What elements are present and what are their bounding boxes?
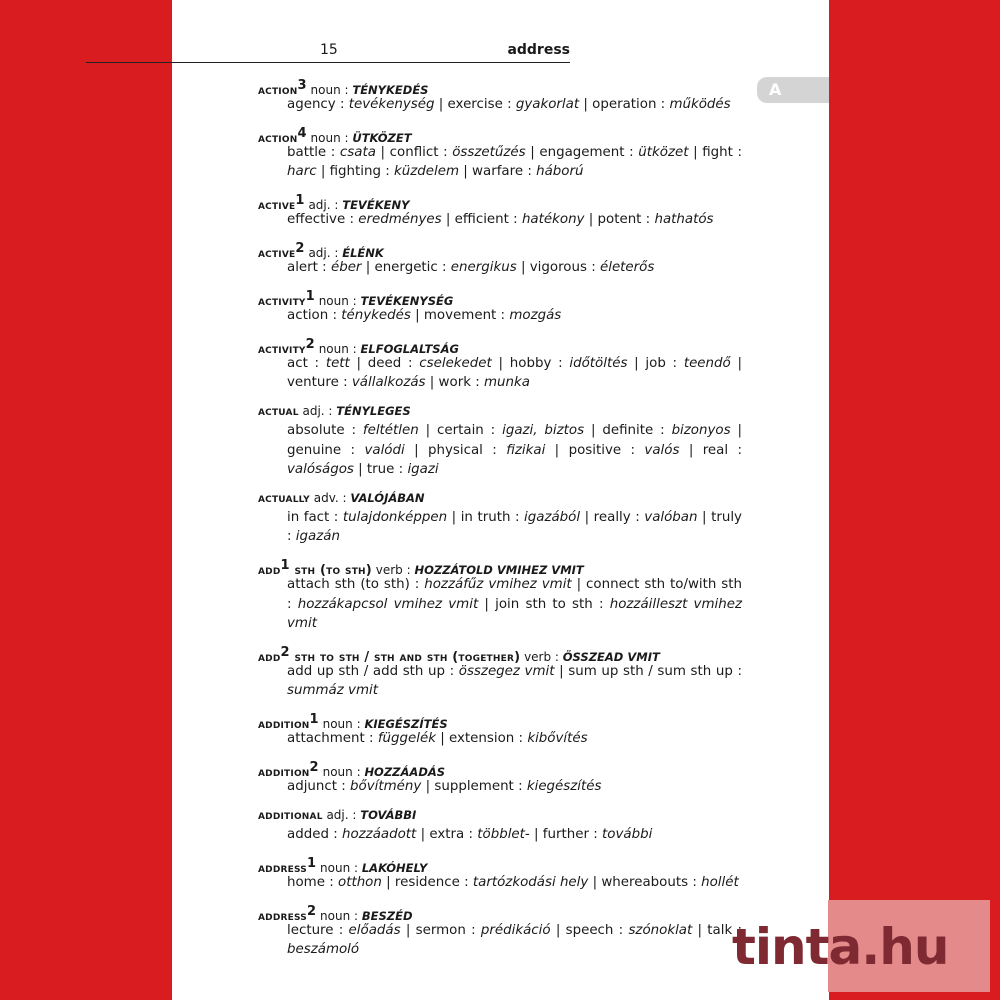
synonym-list: agency : tevékenység | exercise : gyakorlat | operation : működés xyxy=(287,97,731,112)
synonym-list: home : otthon | residence : tartózkodási hely | whereabouts : hollét xyxy=(287,875,739,891)
dictionary-entry xyxy=(258,335,742,393)
part-of-speech: noun : xyxy=(316,908,362,923)
sense-number: 1 xyxy=(295,193,305,209)
dictionary-entry xyxy=(258,854,742,892)
synonym-list: in fact : tulajdonképpen | in truth : igazából | really : valóban | truly : igazán xyxy=(287,509,742,545)
headword: add xyxy=(258,650,281,665)
dictionary-entry xyxy=(258,643,742,701)
part-of-speech: noun : xyxy=(314,294,361,309)
entry-headline xyxy=(258,489,742,508)
entry-headline xyxy=(258,287,742,310)
part-of-speech: adj. : xyxy=(304,246,343,261)
dictionary-entry xyxy=(258,239,742,277)
dictionary-entry xyxy=(258,76,742,114)
headword: active xyxy=(258,198,296,214)
watermark-logo xyxy=(732,900,990,992)
translation: TÉNYLEGES xyxy=(336,404,411,419)
translation: VALÓJÁBAN xyxy=(350,490,425,505)
headword: address xyxy=(258,908,307,924)
sense-number: 2 xyxy=(309,760,319,776)
headword-phrase: sth to sth / sth and sth (together) xyxy=(289,650,521,665)
sense-number: 2 xyxy=(295,241,305,257)
entry-headline xyxy=(258,124,742,146)
translation: TOVÁBBI xyxy=(360,808,417,823)
synonym-list: absolute : feltétlen | certain : igazi, biztos | definite : bizonyos | genuine : valódi | physical : fizikai | positive : valós | real : valóságos | true : igazi xyxy=(287,423,743,478)
dictionary-entry xyxy=(258,758,742,796)
headword-phrase: sth (to sth) xyxy=(289,563,372,579)
dictionary-entry xyxy=(258,287,742,325)
entry-headline xyxy=(258,902,742,924)
headword: actual xyxy=(258,404,299,420)
entry-headline xyxy=(258,402,742,421)
part-of-speech: adj. : xyxy=(322,808,361,823)
part-of-speech: noun : xyxy=(306,130,353,145)
headword: add xyxy=(258,563,281,579)
synonym-list: alert : éber | energetic : energikus | vigorous : életerős xyxy=(287,260,655,276)
guide-word: address xyxy=(507,42,570,58)
sense-number: 3 xyxy=(297,78,307,93)
translation: TÉNYKEDÉS xyxy=(352,83,429,97)
synonym-list: lecture : előadás | sermon : prédikáció | speech : szónoklat | talk : beszámoló xyxy=(287,922,742,958)
dictionary-entry xyxy=(258,191,742,229)
entry-headline xyxy=(258,76,742,98)
translation: LAKÓHELY xyxy=(361,861,428,876)
part-of-speech: adj. : xyxy=(304,198,343,213)
entry-headline xyxy=(258,335,742,357)
synonym-list: adjunct : bővítmény | supplement : kiegészítés xyxy=(287,779,602,795)
translation: ÉLÉNK xyxy=(342,246,384,261)
synonym-list: act : tett | deed : cselekedet | hobby : időtöltés | job : teendő | venture : vállalkozás | work : munka xyxy=(287,355,742,391)
watermark-text: tinta.hu xyxy=(732,918,949,976)
translation: TEVÉKENYSÉG xyxy=(360,294,454,309)
sense-number: 2 xyxy=(305,336,315,352)
headword: actually xyxy=(258,490,310,506)
sense-number: 1 xyxy=(305,289,315,305)
entry-headline xyxy=(258,239,742,262)
dictionary-entry xyxy=(258,806,742,844)
entry-headline xyxy=(258,758,742,781)
dictionary-entry xyxy=(258,489,742,547)
part-of-speech: verb : xyxy=(371,563,415,578)
sense-number: 1 xyxy=(306,856,317,872)
entry-headline xyxy=(258,643,742,665)
synonym-list: attach sth (to sth) : hozzáfűz vmihez vmit | connect sth to/with sth : hozzákapcsol vmihez vmit | join sth to sth : hozzáilleszt vmihez vmit xyxy=(287,577,743,632)
page-number: 15 xyxy=(320,42,338,58)
translation: KIEGÉSZÍTÉS xyxy=(364,717,448,732)
page-header xyxy=(86,42,570,63)
entry-headline xyxy=(258,191,742,214)
part-of-speech: adv. : xyxy=(309,490,351,505)
headword: activity xyxy=(258,341,306,357)
part-of-speech: noun : xyxy=(314,341,361,356)
dictionary-entry xyxy=(258,710,742,748)
dictionary-entry xyxy=(258,124,742,182)
translation: TEVÉKENY xyxy=(342,198,410,213)
entry-headline xyxy=(258,710,742,733)
entry-headline xyxy=(258,854,742,877)
translation: ÖSSZEAD VMIT xyxy=(562,650,660,664)
synonym-list: add up sth / add sth up : összegez vmit | sum up sth / sum sth up : summáz vmit xyxy=(287,664,742,699)
synonym-list: action : ténykedés | movement : mozgás xyxy=(287,308,562,324)
translation: BESZÉD xyxy=(361,908,413,923)
entry-headline xyxy=(258,806,742,825)
letter-tab xyxy=(757,77,829,103)
headword: addition xyxy=(258,717,310,733)
headword: address xyxy=(258,861,307,877)
headword: activity xyxy=(258,294,306,310)
dictionary-entry xyxy=(258,902,742,960)
translation: HOZZÁTOLD VMIHEZ VMIT xyxy=(414,563,584,578)
sense-number: 2 xyxy=(306,903,317,919)
entry-list xyxy=(258,76,742,969)
part-of-speech: noun : xyxy=(318,717,365,732)
synonym-list: attachment : függelék | extension : kibővítés xyxy=(287,731,588,747)
entry-headline xyxy=(258,556,742,579)
headword: action xyxy=(258,83,298,98)
dictionary-entry xyxy=(258,402,742,479)
part-of-speech: verb : xyxy=(520,650,563,664)
part-of-speech: noun : xyxy=(316,861,362,876)
sense-number: 4 xyxy=(297,125,307,141)
translation: ELFOGLALTSÁG xyxy=(360,341,459,356)
part-of-speech: noun : xyxy=(318,765,365,780)
synonym-list: added : hozzáadott | extra : többlet- | further : további xyxy=(287,827,653,843)
translation: ÜTKÖZET xyxy=(352,130,412,145)
headword: action xyxy=(258,130,298,146)
dictionary-entry xyxy=(258,556,742,633)
sense-number: 1 xyxy=(309,712,319,728)
headword: addition xyxy=(258,765,310,781)
sense-number: 1 xyxy=(280,558,290,574)
sense-number: 2 xyxy=(280,645,290,660)
headword: active xyxy=(258,246,296,262)
synonym-list: battle : csata | conflict : összetűzés | engagement : ütközet | fight : harc | fighting : küzdelem | warfare : háború xyxy=(287,144,742,180)
part-of-speech: noun : xyxy=(306,83,353,97)
letter-tab-label: A xyxy=(769,80,782,99)
headword: additional xyxy=(258,808,323,824)
synonym-list: effective : eredményes | efficient : hatékony | potent : hathatós xyxy=(287,212,714,228)
part-of-speech: adj. : xyxy=(298,404,337,419)
translation: HOZZÁADÁS xyxy=(364,765,446,780)
